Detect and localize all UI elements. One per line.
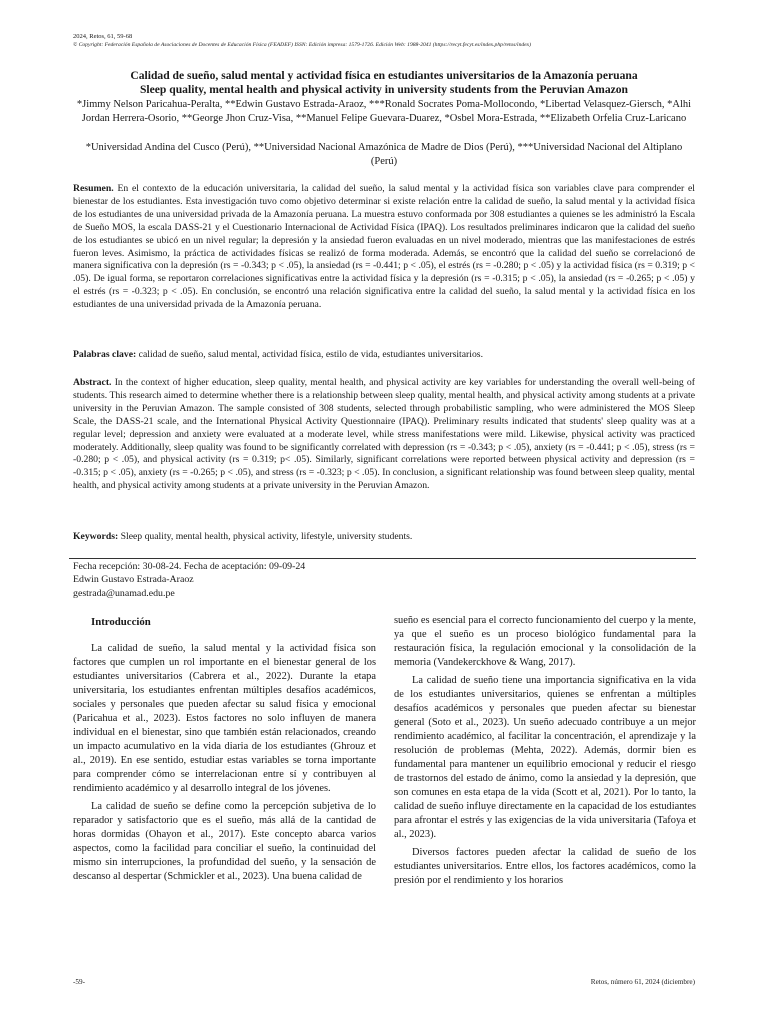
abstract-label: Abstract.	[73, 377, 112, 388]
submission-meta	[73, 560, 473, 600]
title-english: Sleep quality, mental health and physical activity in university students from the Peruvian Amazon	[139, 83, 629, 96]
affiliations: *Universidad Andina del Cusco (Perú), **Universidad Nacional Amazónica de Madre de Dios (Perú), ***Universidad Nacional del Altiplano (Perú)	[85, 142, 683, 168]
resumen-label: Resumen.	[73, 183, 114, 194]
right-column	[394, 614, 696, 888]
palabras-clave-label: Palabras clave:	[73, 349, 137, 360]
resumen-section	[73, 183, 695, 312]
section-heading-introduccion: Introducción	[91, 616, 151, 628]
title-spanish: Calidad de sueño, salud mental y actividad física en estudiantes universitarios de la Amazonía peruana	[130, 69, 638, 82]
page-number: -59-	[73, 978, 85, 986]
left-column	[73, 615, 376, 884]
keywords-label: Keywords:	[73, 531, 119, 542]
journal-citation: 2024, Retos, 61, 59-68	[73, 33, 133, 40]
submission-dates: Fecha recepción: 30-08-24. Fecha de aceptación: 09-09-24	[73, 561, 306, 572]
resumen-text: En el contexto de la educación universitaria, la calidad del sueño, la salud mental y la actividad física son variables clave para comprender el bienestar de los estudiantes. Esta investigación tuvo como objetivo determinar si existe relación entre la calidad de sueño, la salud mental y la actividad física de los estudiantes de una universidad privada de la Amazonía peruana. La muestra estuvo conformada por 308 estudiantes a quienes se les administró la Escala de Sueño MOS, la escala DASS-21 y el Cuestionario Internacional de Actividad Física (IPAQ). Los resultados preliminares indicaron que la calidad del sueño de los estudiantes se ubicó en un nivel regular; la depresión y la ansiedad fueron evaluadas en un nivel moderado, mientras que las manifestaciones de estrés fueron leves. Asimismo, la práctica de actividades físicas se realizó de forma moderada. Además, se encontró que la calidad del sueño se correlacionó de manera significativa con la depresión (rs = -0.343; p < .05), la ansiedad (rs = -0.441; p < .05), el estrés (rs = -0.280; p < .05) y la actividad física (rs = 0.319; p < .05). De igual forma, se reportaron correlaciones significativas entre la actividad física y la depresión (rs = -0.315; p < .05), la ansiedad (rs = -0.265; p < .05) y el estrés (rs = -0.323; p < .05). En conclusión, se encontró una relación significativa entre la calidad del sueño, la salud mental y la actividad física en los estudiantes de una universidad privada de la Amazonía peruana.	[73, 183, 695, 311]
keywords-text: Sleep quality, mental health, physical activity, lifestyle, university students.	[118, 531, 413, 542]
intro-paragraph: La calidad de sueño se define como la percepción subjetiva de lo reparador y satisfactorio que es el sueño, más allá de la cantidad de horas dormidas (Ohayon et al., 2017). Este concepto abarca varios aspectos, como la facilidad para conciliar el sueño, la continuidad del mismo sin interrupciones, la profundidad del sueño, y la sensación de descanso al despertar (Schmickler et al., 2023). Una buena calidad de	[73, 801, 376, 882]
intro-paragraph: La calidad de sueño, la salud mental y la actividad física son factores que cumplen un rol importante en el bienestar general de los estudiantes universitarios (Cabrera et al., 2022). Durante la etapa universitaria, los estudiantes enfrentan múltiples desafíos académicos, sociales y personales que pueden afectar su salud física y emocional (Paricahua et al., 2023). Estos factores no solo influyen de manera individual en el bienestar, sino que también están relacionados, creando un impacto acumulativo en la vida diaria de los estudiantes (Ghrouz et al., 2019). En ese sentido, estudiar estas variables se torna importante para comprender cómo se interrelacionan entre sí y contribuyen al rendimiento académico y al desarrollo integral de los jóvenes.	[73, 643, 376, 794]
abstract-text: In the context of higher education, sleep quality, mental health, and physical activity are key variables for understanding the overall well-being of students. This research aimed to determine whether there is a relationship between sleep quality, mental health, and physical activity among students at a private university in the Peruvian Amazon. The sample consisted of 308 students, selected through probabilistic sampling, who were administered the MOS Sleep Scale, the DASS-21 scale, and the International Physical Activity Questionnaire (IPAQ). Preliminary results indicated that students' sleep quality was at a regular level; depression and anxiety were evaluated at a moderate level, while stress manifestations were mild. Likewise, physical activity was practiced moderately. Additionally, sleep quality was found to be significantly correlated with depression (rs = -0.343; p < .05), anxiety (rs = -0.441; p < .05), stress (rs = -0.280; p < .05), and physical activity (rs = 0.319; p< .05). Similarly, significant correlations were reported between physical activity and depression (rs = -0.315; p < .05), anxiety (rs = -0.265; p < .05), and stress (rs = -0.323; p < .05). In conclusion, a significant relationship was found between sleep quality, mental health, and physical activity among students at a private university in the Peruvian Amazon.	[73, 377, 695, 492]
abstract-section	[73, 377, 695, 493]
journal-header	[73, 32, 703, 50]
intro-paragraph: Diversos factores pueden afectar la calidad de sueño de los estudiantes universitarios. Entre ellos, los factores académicos, como la presión por el rendimiento y los horarios	[394, 847, 696, 886]
intro-paragraph: sueño es esencial para el correcto funcionamiento del cuerpo y la mente, ya que el sueño es un proceso biológico fundamental para la restauración física, la regulación emocional y la consolidación de la memoria (Vandekerckhove & Wang, 2017).	[394, 615, 696, 668]
title-block	[73, 69, 695, 97]
corresponding-author: Edwin Gustavo Estrada-Araoz	[73, 574, 194, 586]
palabras-clave-section	[73, 349, 695, 362]
author-list: *Jimmy Nelson Paricahua-Peralta, **Edwin Gustavo Estrada-Araoz, ***Ronald Socrates Poma-Mollocondo, *Libertad Velasquez-Giersch, *Alhi Jordan Herrera-Osorio, **George Jhon Cruz-Visa, **Manuel Felipe Guevara-Duarez, *Osbel Mora-Estrada, **Elizabeth Orfelia Cruz-Laricano	[76, 99, 692, 125]
intro-paragraph: La calidad de sueño tiene una importancia significativa en la vida de los estudiantes universitarios, quienes se enfrentan a múltiples desafíos académicos y personales que pueden afectar su bienestar general (Soto et al., 2023). Un sueño adecuado contribuye a un mejor rendimiento académico, al facilitar la concentración, el aprendizaje y la resolución de problemas (Mehta, 2022). Además, dormir bien es fundamental para mantener un equilibrio emocional y reducir el riesgo de trastornos del estado de ánimo, como la ansiedad y la depresión, que son comunes en esta etapa de la vida (Scott et al, 2021). Por lo tanto, la calidad de sueño influye directamente en la capacidad de los estudiantes para afrontar el estrés y las exigencias de la vida universitaria (Tafoya et al., 2023).	[394, 675, 696, 840]
copyright-line: © Copyright: Federación Española de Asociaciones de Docentes de Educación Física (FEADEF) ISSN: Edición impresa: 1579-1726. Edición Web: 1988-2041 (https://recyt.fecyt.es/index.php/retos/index)	[73, 42, 532, 48]
section-divider	[69, 558, 696, 559]
journal-footer: Retos, número 61, 2024 (diciembre)	[590, 978, 695, 986]
author-email[interactable]: gestrada@unamad.edu.pe	[73, 587, 175, 599]
palabras-clave-text: calidad de sueño, salud mental, actividad física, estilo de vida, estudiantes universitarios.	[136, 349, 484, 360]
keywords-section	[73, 531, 695, 544]
